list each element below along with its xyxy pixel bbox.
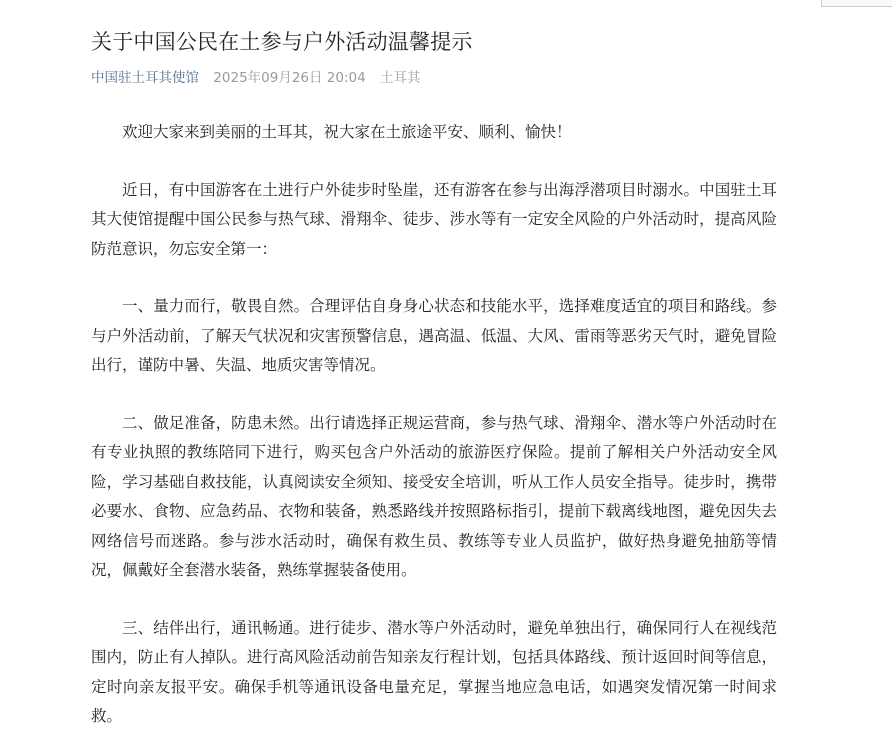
paragraph-welcome: 欢迎大家来到美丽的土耳其，祝大家在土旅途平安、顺利、愉快！: [122, 123, 572, 141]
paragraph-intro: 近日，有中国游客在土进行户外徒步时坠崖，还有游客在参与出海浮潜项目时溺水。中国驻土耳其大使馆提醒中国公民参与热气球、滑翔伞、徒步、涉水等有一定安全风险的户外活动时，提高风险防范意识，勿忘安全第一：: [91, 180, 777, 258]
paragraph-point-3: 三、结伴出行，通讯畅通。进行徒步、潜水等户外活动时，避免单独出行，确保同行人在视线范围内，防止有人掉队。进行高风险活动前告知亲友行程计划，包括具体路线、预计返回时间等信息，定时向亲友报平安。确保手机等通讯设备电量充足，掌握当地应急电话，如遇突发情况第一时间求救。: [91, 618, 777, 725]
paragraph-point-1: 一、量力而行，敬畏自然。合理评估自身身心状态和技能水平，选择难度适宜的项目和路线。参与户外活动前，了解天气状况和灾害预警信息，遇高温、低温、大风、雷雨等恶劣天气时，避免冒险出行，谨防中暑、失温、地质灾害等情况。: [91, 297, 777, 374]
article-meta: [91, 68, 791, 88]
search-box-edge[interactable]: [821, 0, 892, 7]
article-source-link[interactable]: 中国驻土耳其使馆: [91, 70, 199, 86]
article-body: [91, 118, 777, 732]
paragraph-point-2: 二、做足准备，防患未然。出行请选择正规运营商，参与热气球、滑翔伞、潜水等户外活动时在有专业执照的教练陪同下进行，购买包含户外活动的旅游医疗保险。提前了解相关户外活动安全风险，学习基础自救技能，认真阅读安全须知、接受安全培训，听从工作人员安全指导。徒步时，携带必要水、食物、应急药品、衣物和装备，熟悉路线并按照路标指引，提前下载离线地图，避免因失去网络信号而迷路。参与涉水活动时，确保有救生员、教练等专业人员监护，做好热身避免抽筋等情况，佩戴好全套潜水装备，熟练掌握装备使用。: [91, 413, 777, 579]
article-date: 2025年09月26日 20:04: [213, 70, 366, 86]
article-title: 关于中国公民在土参与户外活动温馨提示: [91, 30, 473, 54]
article-location: 土耳其: [380, 70, 421, 86]
article: [91, 26, 791, 751]
